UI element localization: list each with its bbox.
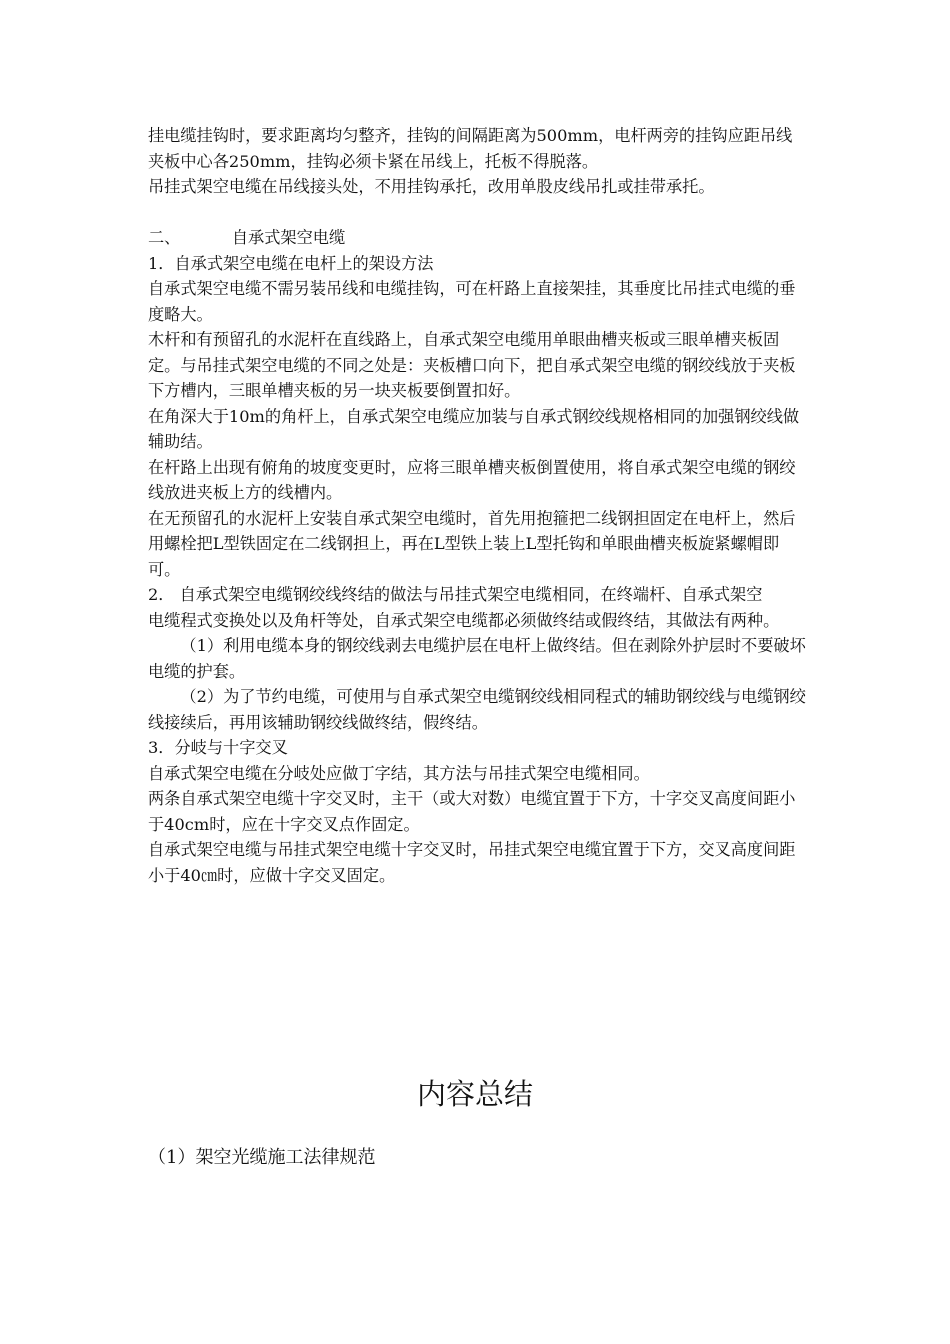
summary-item: （1）架空光缆施工法律规范 (148, 1147, 376, 1168)
paragraph-cross-2: 自承式架空电缆与吊挂式架空电缆十字交叉时，吊挂式架空电缆宜置于下方，交叉高度间距小于40㎝时，应做十字交叉固定。 (148, 840, 796, 885)
paragraph-slope: 在杆路上出现有俯角的坡度变更时，应将三眼单槽夹板倒置使用，将自承式架空电缆的钢绞线放进夹板上方的线槽内。 (148, 457, 796, 502)
paragraph-termination: 电缆程式变换处以及角杆等处，自承式架空电缆都必须做终结或假终结，其做法有两种。 (148, 610, 780, 630)
subheading-2: 2． 自承式架空电缆钢绞线终结的做法与吊挂式架空电缆相同，在终端杆、自承式架空 (148, 585, 763, 604)
summary-title: 内容总结 (416, 1077, 533, 1111)
paragraph-method-1: （1）利用电缆本身的钢绞线剥去电缆护层在电杆上做终结。但在剥除外护层时不要破坏电缆的护套。 (148, 636, 806, 681)
paragraph-self-supporting: 自承式架空电缆不需另装吊线和电缆挂钩，可在杆路上直接架挂，其垂度比吊挂式电缆的垂度略大。 (148, 279, 796, 324)
blank-line (148, 200, 808, 226)
subheading-1: 1．自承式架空电缆在电杆上的架设方法 (148, 253, 434, 273)
paragraph-hook-joint: 吊挂式架空电缆在吊线接头处，不用挂钩承托，改用单股皮线吊扎或挂带承托。 (148, 177, 715, 196)
paragraph-straight-line: 木杆和有预留孔的水泥杆在直线路上，自承式架空电缆用单眼曲槽夹板或三眼单槽夹板固定。与吊挂式架空电缆的不同之处是：夹板槽口向下，把自承式架空电缆的钢绞线放于夹板下方槽内，三眼单槽夹板的另一块夹板要倒置扣好。 (148, 330, 796, 400)
body-text (148, 123, 808, 888)
subheading-3: 3．分岐与十字交叉 (148, 738, 288, 757)
paragraph-branch: 自承式架空电缆在分岐处应做丁字结，其方法与吊挂式架空电缆相同。 (148, 763, 650, 783)
section-heading-2: 二、 自承式架空电缆 (148, 228, 346, 247)
paragraph-method-2: （2）为了节约电缆，可使用与自承式架空电缆钢绞线相同程式的辅助钢绞线与电缆钢绞线接续后，再用该辅助钢绞线做终结，假终结。 (148, 687, 806, 732)
paragraph-no-hole-pole: 在无预留孔的水泥杆上安装自承式架空电缆时，首先用抱箍把二线钢担固定在电杆上，然后用螺栓把L型铁固定在二线钢担上，再在L型铁上装上L型托钩和单眼曲槽夹板旋紧螺帽即可。 (148, 508, 796, 579)
paragraph-cross-1: 两条自承式架空电缆十字交叉时，主干（或大对数）电缆宜置于下方，十字交叉高度间距小于40cm时，应在十字交叉点作固定。 (148, 789, 796, 834)
paragraph-corner-pole: 在角深大于10m的角杆上，自承式架空电缆应加装与自承式钢绞线规格相同的加强钢绞线做辅助结。 (148, 406, 800, 451)
paragraph-hook-spacing: 挂电缆挂钩时，要求距离均匀整齐，挂钩的间隔距离为500mm，电杆两旁的挂钩应距吊线夹板中心各250mm，挂钩必须卡紧在吊线上，托板不得脱落。 (148, 126, 793, 171)
